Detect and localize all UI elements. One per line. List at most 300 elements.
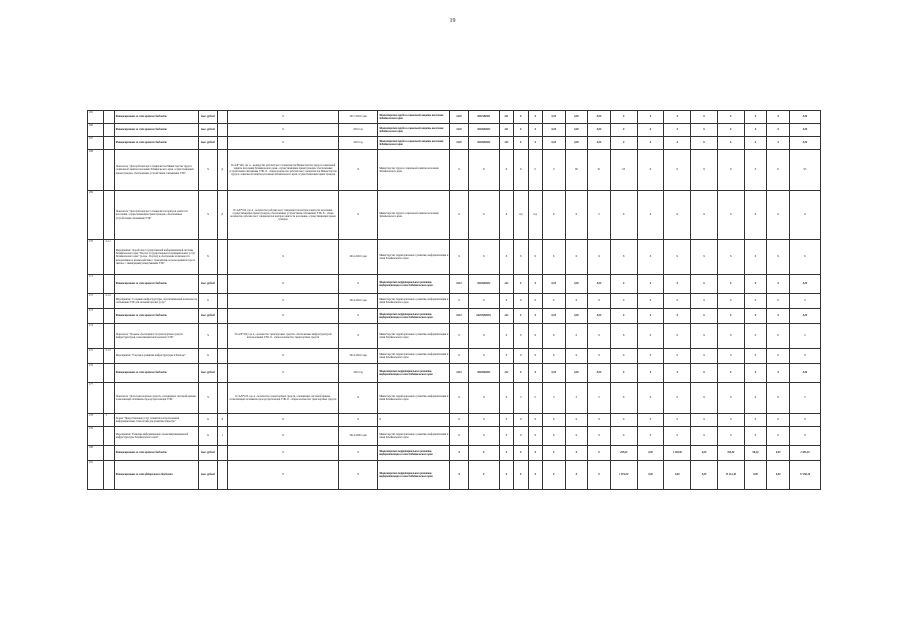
table-cell: Показатель "Доля транспортных средств, оснащенных системой приема, позволяющей оплачивать проезд при помощи УЭК" <box>114 383 198 414</box>
table-cell: Финансирование за счет федерального бюджета <box>114 461 198 490</box>
table-cell: X <box>199 414 218 427</box>
table-cell: X <box>789 191 820 240</box>
table-cell <box>104 111 114 124</box>
table-cell: X <box>542 191 565 240</box>
table-cell: 0 <box>528 150 542 191</box>
table-cell: 06209(00001) <box>468 309 499 324</box>
table-cell: X <box>637 111 664 124</box>
table-cell: 1 874,00 <box>610 461 637 490</box>
table-cell: X <box>565 446 588 461</box>
table-cell: X <box>691 124 718 137</box>
table-cell: X <box>588 240 611 275</box>
table-cell: X <box>227 364 338 383</box>
table-row <box>88 446 821 461</box>
page-number: 19 <box>449 18 456 24</box>
table-cell: X <box>789 414 820 427</box>
table-cell: Задача "Предоставление услуг развития и использования информационных технологий для развития общества" <box>114 414 198 427</box>
table-cell: Министерство труда и социальной защиты населения Забайкальского края <box>378 191 450 240</box>
table-cell: 0,00 <box>588 137 611 150</box>
table-cell: 0420 <box>450 124 469 137</box>
table-cell: П=А/Б*100, где А - количество транспортных средств, обеспеченных инфраструктурой использования УЭК, Б - общее количество транспортных средств <box>227 324 338 349</box>
table-cell: X <box>339 414 378 427</box>
table-cell: Мероприятие "Участие в развитии инфраструктуры в Регионе" <box>114 349 198 364</box>
table-cell: Министерство труда и социальной защиты населения Забайкальского края <box>378 124 450 137</box>
table-cell: X <box>637 324 664 349</box>
table-cell: 1 <box>217 427 227 446</box>
table-cell: X <box>691 324 718 349</box>
table-cell: Мероприятие "Доработка государственной информационной системы Забайкальского края "Портал государственных и муниципальных услуг Забайкальского края" (далее - Портал) в обеспечение возможности интерактивного взаимодействия с гражданами, использования которого связано с ликвидацией развертывания УЭК" <box>114 240 198 275</box>
table-cell: 0,00 <box>744 461 767 490</box>
table-cell: X <box>450 324 469 349</box>
table-cell: X <box>691 309 718 324</box>
table-cell: 0 <box>789 324 820 349</box>
table-cell: % <box>199 324 218 349</box>
table-cell <box>217 461 227 490</box>
table-cell: X <box>542 324 565 349</box>
table-cell: 0 <box>588 191 611 240</box>
table-cell: X <box>514 349 528 364</box>
table-cell: X <box>717 137 744 150</box>
table-cell: X <box>199 349 218 364</box>
table-row <box>88 309 821 324</box>
table-cell: X <box>468 427 499 446</box>
table-cell: 0 <box>588 383 611 414</box>
table-cell: X <box>450 446 469 461</box>
table-cell: X <box>450 150 469 191</box>
table-cell: X <box>610 324 637 349</box>
table-cell: X <box>664 324 691 349</box>
table-cell: 0410 <box>450 309 469 324</box>
table-cell: X <box>610 191 637 240</box>
table-cell: Показатель "Доля рабочих мест специалистов Министерства труда и социальной защиты населения Забайкальского края, осуществляющих прием граждан, обеспеченных устройствами считывания УЭК" <box>114 150 198 191</box>
table-cell: X <box>528 324 542 349</box>
table-cell: 0420 <box>450 137 469 150</box>
table-cell: Министерство территориального развития, информатизации и связи Забайкальского края <box>378 383 450 414</box>
table-cell: Финансирование за счет краевого бюджета <box>114 124 198 137</box>
table-cell: 0,00 <box>637 461 664 490</box>
table-cell: 0,00 <box>565 111 588 124</box>
table-cell: X <box>227 309 338 324</box>
table-cell: 0410 <box>450 364 469 383</box>
table-cell: X <box>499 414 513 427</box>
table-cell: тыс. рублей <box>199 137 218 150</box>
table-cell: 2016 год <box>339 137 378 150</box>
table-cell: 2017-2018 годы <box>339 111 378 124</box>
table-cell: X <box>717 383 744 414</box>
table-cell: Министерство территориального развития, информатизации и связи Забайкальского края <box>378 349 450 364</box>
table-cell: X <box>514 324 528 349</box>
table-cell: X <box>514 111 528 124</box>
table-cell <box>217 309 227 324</box>
table-cell: X <box>339 191 378 240</box>
table-cell: X <box>744 364 767 383</box>
table-cell: X <box>767 364 790 383</box>
table-cell: 0,00 <box>542 137 565 150</box>
table-cell: X <box>542 461 565 490</box>
table-cell: X <box>767 414 790 427</box>
table-cell: X <box>744 324 767 349</box>
table-cell <box>104 124 114 137</box>
table-cell: X <box>542 240 565 275</box>
table-cell: X <box>717 111 744 124</box>
table-cell: X <box>450 427 469 446</box>
table-cell: % <box>199 383 218 414</box>
table-cell <box>104 309 114 324</box>
table-cell: X <box>450 349 469 364</box>
table-cell: X <box>514 150 528 191</box>
table-cell: X <box>528 414 542 427</box>
table-cell: X <box>588 349 611 364</box>
table-cell: 2014-2016 годы <box>339 294 378 309</box>
table-cell: 0620960002 <box>468 275 499 294</box>
table-cell: X <box>227 461 338 490</box>
table-cell: 93 <box>789 150 820 191</box>
table-cell: 0 <box>542 383 565 414</box>
table-cell: 178 <box>88 414 104 427</box>
table-cell: X <box>499 383 513 414</box>
table-cell: X <box>565 349 588 364</box>
table-cell: X <box>664 414 691 427</box>
table-cell: 0,00 <box>565 275 588 294</box>
table-cell: 180 <box>88 446 104 461</box>
table-cell: X <box>637 275 664 294</box>
table-cell: 0620960002 <box>468 137 499 150</box>
table-cell: X <box>717 191 744 240</box>
table-cell <box>104 150 114 191</box>
table-cell: 0,00 <box>789 111 820 124</box>
table-cell: X <box>789 349 820 364</box>
table-cell: X <box>542 349 565 364</box>
table-cell <box>217 324 227 349</box>
table-cell <box>217 275 227 294</box>
table-cell <box>104 446 114 461</box>
table-cell: 0,00 <box>565 309 588 324</box>
table-cell: X <box>468 324 499 349</box>
program-table-wrapper <box>87 110 821 490</box>
table-cell: 93 <box>610 150 637 191</box>
table-cell: Показатель "Уровень обеспеченности транспортных средств инфраструктурой, позволяющей использовать УЭК" <box>114 324 198 349</box>
table-cell: X <box>199 427 218 446</box>
table-cell: 0 <box>542 150 565 191</box>
table-cell: X <box>514 240 528 275</box>
table-cell: 242 <box>499 364 513 383</box>
table-cell: X <box>217 414 227 427</box>
table-cell: X <box>339 275 378 294</box>
table-cell: тыс. рублей <box>199 111 218 124</box>
table-cell: X <box>499 240 513 275</box>
table-cell: X <box>744 124 767 137</box>
table-cell: X <box>637 309 664 324</box>
table-cell: X <box>664 294 691 309</box>
table-cell: 15 412,40 <box>717 461 744 490</box>
table-cell: X <box>227 294 338 309</box>
table-cell: X <box>717 240 744 275</box>
table-cell: 175 <box>88 349 104 364</box>
table-cell: X <box>199 294 218 309</box>
table-cell: X <box>691 427 718 446</box>
table-cell <box>104 461 114 490</box>
table-cell: X <box>767 427 790 446</box>
table-cell <box>104 191 114 240</box>
table-cell: X <box>542 427 565 446</box>
table-cell: 0,00 <box>588 309 611 324</box>
table-cell: тыс. рублей <box>199 364 218 383</box>
table-cell: 165 <box>88 111 104 124</box>
table-cell: 172 <box>88 294 104 309</box>
table-cell: Финансирование за счет краевого бюджета <box>114 446 198 461</box>
table-cell: X <box>789 427 820 446</box>
table-cell: X <box>528 349 542 364</box>
table-cell: 0,00 <box>789 137 820 150</box>
table-cell: X <box>499 349 513 364</box>
table-cell: 205,00 <box>610 446 637 461</box>
table-cell: X <box>528 446 542 461</box>
table-cell: X <box>588 324 611 349</box>
table-cell: X <box>691 275 718 294</box>
table-cell: X <box>450 461 469 490</box>
table-cell: X <box>528 137 542 150</box>
table-cell: X <box>514 309 528 324</box>
table-cell: X <box>227 427 338 446</box>
table-row <box>88 191 821 240</box>
table-cell: X <box>637 191 664 240</box>
table-cell: X <box>339 309 378 324</box>
table-row <box>88 275 821 294</box>
table-cell: X <box>717 324 744 349</box>
table-cell: % <box>199 191 218 240</box>
table-row <box>88 111 821 124</box>
table-cell: X <box>588 427 611 446</box>
table-row <box>88 461 821 490</box>
table-cell: X <box>542 294 565 309</box>
table-row <box>88 414 821 427</box>
table-cell: Д <box>217 150 227 191</box>
table-cell: X <box>588 414 611 427</box>
table-cell: Министерство территориального развития, информатизации и связи Забайкальского края <box>378 446 450 461</box>
table-cell: X <box>664 240 691 275</box>
table-cell: X <box>637 364 664 383</box>
table-cell: X <box>227 446 338 461</box>
table-cell: 0,00 <box>565 364 588 383</box>
table-cell: X <box>499 294 513 309</box>
table-cell: X <box>610 364 637 383</box>
table-cell: Финансирование за счет краевого бюджета <box>114 364 198 383</box>
table-cell <box>104 364 114 383</box>
table-cell: X <box>227 275 338 294</box>
table-cell: 243 <box>499 137 513 150</box>
table-cell: 0,00 <box>542 124 565 137</box>
table-cell: 0,00 <box>789 364 820 383</box>
table-cell: н/д <box>514 191 528 240</box>
table-cell: X <box>514 275 528 294</box>
table-cell <box>217 364 227 383</box>
table-cell <box>217 294 227 309</box>
table-cell: 0,00 <box>588 124 611 137</box>
table-row <box>88 150 821 191</box>
table-cell <box>217 137 227 150</box>
table-cell: X <box>542 414 565 427</box>
table-cell: X <box>691 349 718 364</box>
table-row <box>88 137 821 150</box>
table-cell: 2.1.2 <box>104 294 114 309</box>
table-row <box>88 364 821 383</box>
table-cell: X <box>717 349 744 364</box>
table-cell: 2014-2016 годы <box>339 349 378 364</box>
table-cell: X <box>691 294 718 309</box>
table-cell: X <box>767 294 790 309</box>
table-cell: П=А/Б*100, где А - количество рабочих мест специалистов центров занятости населения, осуществляющих прием граждан, обеспеченных устройствами считывания УЭК, Б - общее количество рабочих мест специалистов центров занятости населения, осуществляющих прием граждан <box>227 191 338 240</box>
table-cell: X <box>691 364 718 383</box>
table-cell <box>217 111 227 124</box>
table-cell: Министерство труда и социальной защиты населения Забайкальского края <box>378 150 450 191</box>
table-cell: Финансирование за счет краевого бюджета <box>114 111 198 124</box>
table-cell: X <box>717 309 744 324</box>
table-cell: 0420 <box>450 111 469 124</box>
table-cell: тыс. рублей <box>199 309 218 324</box>
table-cell: X <box>528 461 542 490</box>
table-cell: X <box>468 461 499 490</box>
table-cell: 760,00 <box>717 446 744 461</box>
table-cell: Министерство территориального развития, информатизации и связи Забайкальского края <box>378 294 450 309</box>
table-cell <box>104 137 114 150</box>
table-cell: X <box>499 324 513 349</box>
table-cell: тыс. рублей <box>199 124 218 137</box>
table-cell: X <box>565 191 588 240</box>
table-cell: X <box>744 427 767 446</box>
table-cell: X <box>450 240 469 275</box>
table-cell: Министерство территориального развития, информатизации и связи Забайкальского края <box>378 309 450 324</box>
table-cell: X <box>610 275 637 294</box>
table-cell: 179 <box>88 427 104 446</box>
table-cell: X <box>789 240 820 275</box>
table-cell <box>217 349 227 364</box>
table-row <box>88 240 821 275</box>
table-cell: X <box>514 461 528 490</box>
table-cell: X <box>339 324 378 349</box>
table-cell: П=А/Б*100, где А - количество рабочих мест специалистов Министерства труда и социальной защиты населения Забайкальского края, осуществляющих прием граждан, обеспеченных устройствами считывания УЭК, Б - общее количество рабочих мест специалистов Министерства труда и социальной защиты населения Забайкальского края, осуществляющих прием граждан <box>227 150 338 191</box>
table-cell: Министерство труда и социальной защиты населения Забайкальского края <box>378 111 450 124</box>
table-cell: 0,00 <box>789 124 820 137</box>
table-cell: X <box>468 191 499 240</box>
table-cell: Мероприятие "Создание инфраструктуры, обеспечивающей возможность считывания УЭК для оказания прочих услуг" <box>114 294 198 309</box>
table-cell: Мероприятие "Развитие информационно-телекоммуникационной инфраструктуры Забайкальского края" <box>114 427 198 446</box>
table-cell: X <box>610 349 637 364</box>
table-cell: X <box>717 124 744 137</box>
table-cell: X <box>691 150 718 191</box>
table-cell: X <box>744 111 767 124</box>
table-cell: X <box>499 427 513 446</box>
table-cell: X <box>664 111 691 124</box>
table-cell: Финансирование за счет краевого бюджета <box>114 275 198 294</box>
table-cell: Министерство территориального развития, информатизации и связи Забайкальского края <box>378 240 450 275</box>
table-cell: тыс. рублей <box>199 446 218 461</box>
table-cell: 98,20 <box>744 446 767 461</box>
table-cell: X <box>514 364 528 383</box>
table-cell: X <box>637 427 664 446</box>
table-cell: X <box>767 324 790 349</box>
table-cell: Министерство территориального развития, информатизации и связи Забайкальского края <box>378 275 450 294</box>
table-cell: X <box>717 275 744 294</box>
table-cell: 2014-2020 годы <box>339 427 378 446</box>
table-cell: X <box>514 446 528 461</box>
table-cell: X <box>588 446 611 461</box>
table-cell: X <box>565 414 588 427</box>
table-cell: 168 <box>88 150 104 191</box>
table-cell <box>217 240 227 275</box>
table-cell: X <box>514 427 528 446</box>
table-cell: тыс. рублей <box>199 461 218 490</box>
table-cell: X <box>450 294 469 309</box>
table-cell: X <box>514 294 528 309</box>
table-cell: 171 <box>88 275 104 294</box>
table-cell: 0 <box>789 383 820 414</box>
table-cell: тыс. рублей <box>199 275 218 294</box>
table-cell: X <box>744 349 767 364</box>
table-cell: 241 <box>499 124 513 137</box>
table-cell <box>217 124 227 137</box>
table-cell: 2 283,20 <box>789 446 820 461</box>
table-cell: X <box>468 383 499 414</box>
table-cell: Показатель "Доля рабочих мест специалистов центров занятости населения, осуществляющих прием граждан, обеспеченных устройствами считывания УЭК" <box>114 191 198 240</box>
table-cell: X <box>227 414 338 427</box>
table-cell: 0,00 <box>691 446 718 461</box>
table-cell: 170 <box>88 240 104 275</box>
table-cell: X <box>565 461 588 490</box>
table-row <box>88 349 821 364</box>
table-cell: X <box>339 446 378 461</box>
table-cell: X <box>227 137 338 150</box>
table-cell: X <box>227 124 338 137</box>
table-cell: X <box>664 349 691 364</box>
table-cell: X <box>339 461 378 490</box>
table-cell: X <box>664 309 691 324</box>
table-cell: X <box>767 349 790 364</box>
table-cell <box>104 324 114 349</box>
table-cell: 0,00 <box>767 461 790 490</box>
table-cell: X <box>528 294 542 309</box>
table-cell: X <box>637 383 664 414</box>
table-cell: X <box>664 275 691 294</box>
table-row <box>88 294 821 309</box>
table-cell: X <box>664 364 691 383</box>
table-cell: X <box>499 150 513 191</box>
table-row <box>88 383 821 414</box>
table-cell: 0,00 <box>542 364 565 383</box>
table-cell: X <box>514 414 528 427</box>
table-cell: X <box>588 294 611 309</box>
table-cell: 242 <box>499 309 513 324</box>
table-cell: П=А/Б*100, где А - количество транспортных средств, оснащенных системой приема, позволяющей оплачивать проезд при помощи УЭК, Б - общее количество транспортных средств <box>227 383 338 414</box>
table-cell: 176 <box>88 364 104 383</box>
table-cell: X <box>717 364 744 383</box>
table-cell: X <box>744 383 767 414</box>
table-cell: 167 <box>88 137 104 150</box>
table-cell: X <box>565 324 588 349</box>
table-cell: X <box>664 137 691 150</box>
table-cell: X <box>767 383 790 414</box>
table-cell: X <box>499 191 513 240</box>
table-cell: 241 <box>499 111 513 124</box>
table-row <box>88 124 821 137</box>
table-cell: X <box>528 427 542 446</box>
table-cell: X <box>637 137 664 150</box>
table-cell: X <box>717 294 744 309</box>
table-cell: X <box>767 137 790 150</box>
table-cell <box>104 383 114 414</box>
table-cell: X <box>199 240 218 275</box>
table-cell: X <box>691 137 718 150</box>
table-cell: 177 <box>88 383 104 414</box>
